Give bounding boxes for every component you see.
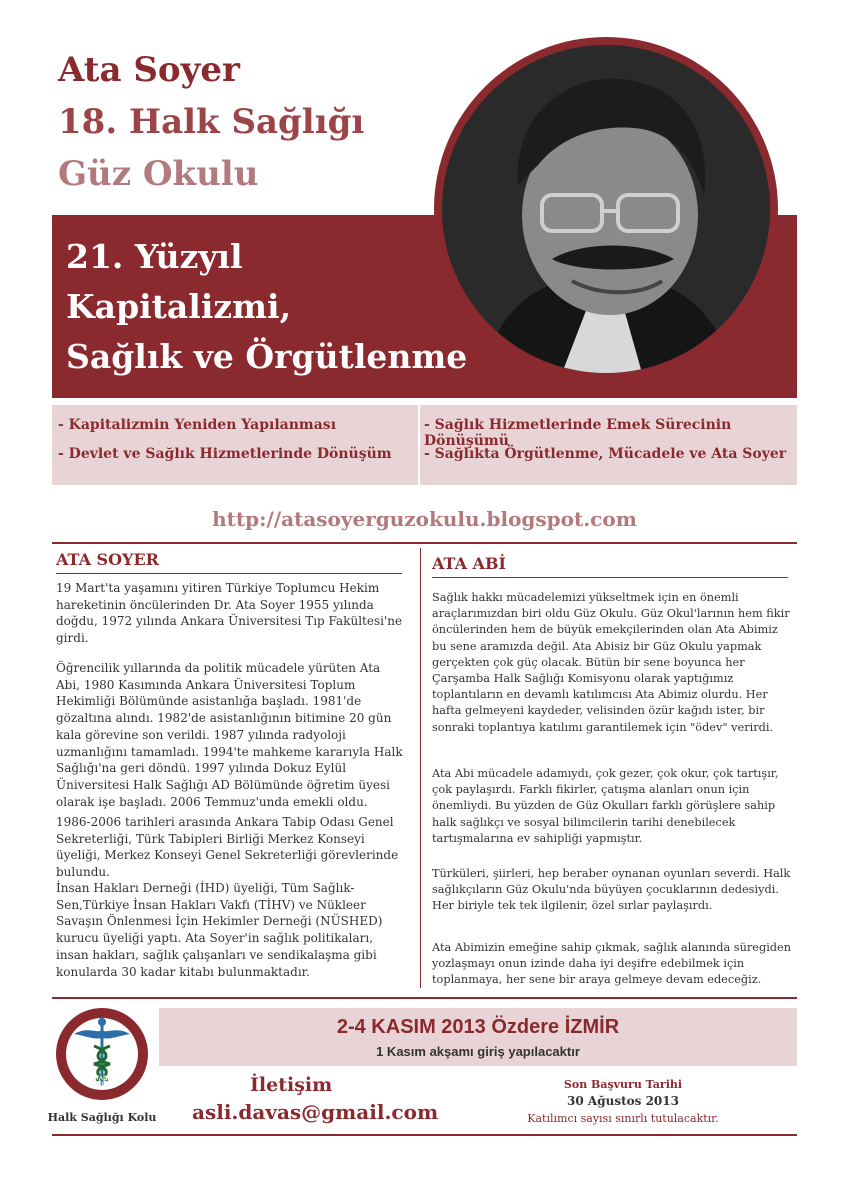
banner-line-3: Sağlık ve Örgütlenme <box>66 337 468 376</box>
topic-item: - Sağlık Hizmetlerinde Emek Sürecinin Dönüşümü <box>424 417 732 449</box>
tribute-paragraph: Ata Abi mücadele adamıydı, çok gezer, çok okur, çok tartışır, çok paylaşırdı. Farklı fikirler, çatışma alanları onun için önemliydi. Bu yüzden de Güz Okulları farklı görüşlere sahip halk sağlıkçı ve sosyal bilimcilerin tarihi denebilecek tartışmalarına ev sahipliği yapmıştır. <box>432 767 779 845</box>
logo-caption: Halk Sağlığı Kolu <box>47 1111 157 1124</box>
deadline-label: Son Başvuru Tarihi <box>563 1078 683 1091</box>
bio-paragraph: Öğrencilik yıllarında da politik mücadele yürüten Ata Abi, 1980 Kasımında Ankara Üniversitesi Toplum Hekimliği Bölümünde asistanlığa başladı. 1981'de gözaltına alındı. 1982'de asistanlığının bitimine 20 gün kala görevine son verildi. 1987 yılında radyoloji uzmanlığını tamamladı. 1994'te mahkeme kararıyla Halk Sağlığı'na geri döndü. 1997 yılında Dokuz Eylül Üniversitesi Halk Sağlığı AD Bölümünde öğretim üyesi olarak işe başladı. 2006 Temmuz'unda emekli oldu. <box>56 661 403 809</box>
tribute-paragraph: Türküleri, şiirleri, hep beraber oynanan oyunları severdi. Halk sağlıkçıların Güz Okulu'nda büyüyen çocuklarının dedesiydi. Her biriyle tek tek ilgilenir, özel sırlar paylaşırdı. <box>432 867 791 913</box>
banner-line-2: Kapitalizmi, <box>66 287 292 326</box>
capacity-note: Katılımcı sayısı sınırlı tutulacaktır. <box>527 1112 719 1125</box>
deadline-date: 30 Ağustos 2013 <box>567 1094 679 1108</box>
footer-divider <box>52 997 797 999</box>
portrait-illustration <box>442 45 770 373</box>
topic-item: - Devlet ve Sağlık Hizmetlerinde Dönüşüm <box>58 446 392 462</box>
event-date: 2-4 KASIM 2013 Özdere İZMİR <box>336 1016 620 1038</box>
bio-heading: ATA SOYER <box>56 550 159 569</box>
column-divider <box>420 548 421 988</box>
bio-paragraph: 19 Mart'ta yaşamını yitiren Türkiye Toplumcu Hekim hareketinin öncülerinden Dr. Ata Soyer 1955 yılında doğdu, 1972 yılında Ankara Üniversitesi Tıp Fakültesi'ne girdi. <box>56 581 403 646</box>
tribute-column <box>432 554 792 987</box>
tribute-paragraph: Sağlık hakkı mücadelemizi yükseltmek için en önemli araçlarımızdan biri oldu Güz Okulu. Güz Okul'larının hem fikir öncülerinden hem de büyük emekçilerinden olan Ata Abimiz bu sene aramızda değil. Ata Abisiz bir Güz Okulu yapmak gerçekten çok güç olacak. Bütün bir sene boyunca her Çarşamba Halk Sağlığı Komisyonu olarak yaptığımız toplantıların en devamlı katılımcısı Ata Abimiz olurdu. Her hafta gelmeyeni kaydeder, velisinden özür kağıdı ister, bir sonraki toplantıya katılımı garantilemek için "ödev" verirdi. <box>432 591 790 734</box>
topic-item: - Sağlıkta Örgütlenme, Mücadele ve Ata Soyer <box>424 446 787 462</box>
tribute-heading-rule <box>432 577 788 578</box>
title-line-1: Ata Soyer <box>58 50 240 90</box>
bio-paragraph: 1986-2006 tarihleri arasında Ankara Tabip Odası Genel Sekreterliği, Türk Tabipleri Birliği Merkez Konseyi üyeliği, Merkez Konseyi Genel Sekreterliği görevlerinde bulundu. <box>56 815 399 880</box>
bottom-divider <box>52 1134 797 1136</box>
title-line-2: 18. Halk Sağlığı <box>58 102 365 142</box>
bio-heading-rule <box>56 573 402 574</box>
title-line-3: Güz Okulu <box>58 154 259 194</box>
banner-line-1: 21. Yüzyıl <box>66 237 243 276</box>
topics-divider <box>418 405 420 485</box>
contact-label: İletişim <box>250 1074 333 1096</box>
bio-paragraph: İnsan Hakları Derneği (İHD) üyeliği, Tüm Sağlık-Sen,Türkiye İnsan Hakları Vakfı (TİHV) ve Nükleer Savaşın Önlenmesi İçin Hekimler Derneği (NÜSHED) kurucu üyeliği yaptı. Ata Soyer'in sağlık politikaları, insan hakları, sağlık çalışanları ve sendikalaşma gibi konularda 30 kadar kitabı bulunmaktadır. <box>56 881 383 979</box>
portrait-frame <box>434 37 778 381</box>
topics-box <box>52 405 797 485</box>
portrait-photo <box>442 45 770 373</box>
bio-column <box>56 550 406 979</box>
logo-ring-text: TÜRK TABİPLERİ BİRLİĞİ <box>77 1076 127 1088</box>
website-link[interactable]: http://atasoyerguzokulu.blogspot.com <box>212 507 637 531</box>
contact-email[interactable]: asli.davas@gmail.com <box>192 1100 439 1124</box>
tribute-heading: ATA ABİ <box>432 554 506 573</box>
event-date-box <box>159 1008 797 1066</box>
tribute-paragraph: Ata Abimizin emeğine sahip çıkmak, sağlık alanında süregiden yozlaşmayı onun izinde daha iyi deşifre edebilmek için toplanmaya, her sene bir araya gelmeye devam edeceğiz. <box>432 941 791 987</box>
section-divider <box>52 542 797 544</box>
topic-item: - Kapitalizmin Yeniden Yapılanması <box>58 417 337 433</box>
ttb-logo <box>54 1006 150 1102</box>
event-checkin-note: 1 Kasım akşamı giriş yapılacaktır <box>376 1044 580 1059</box>
